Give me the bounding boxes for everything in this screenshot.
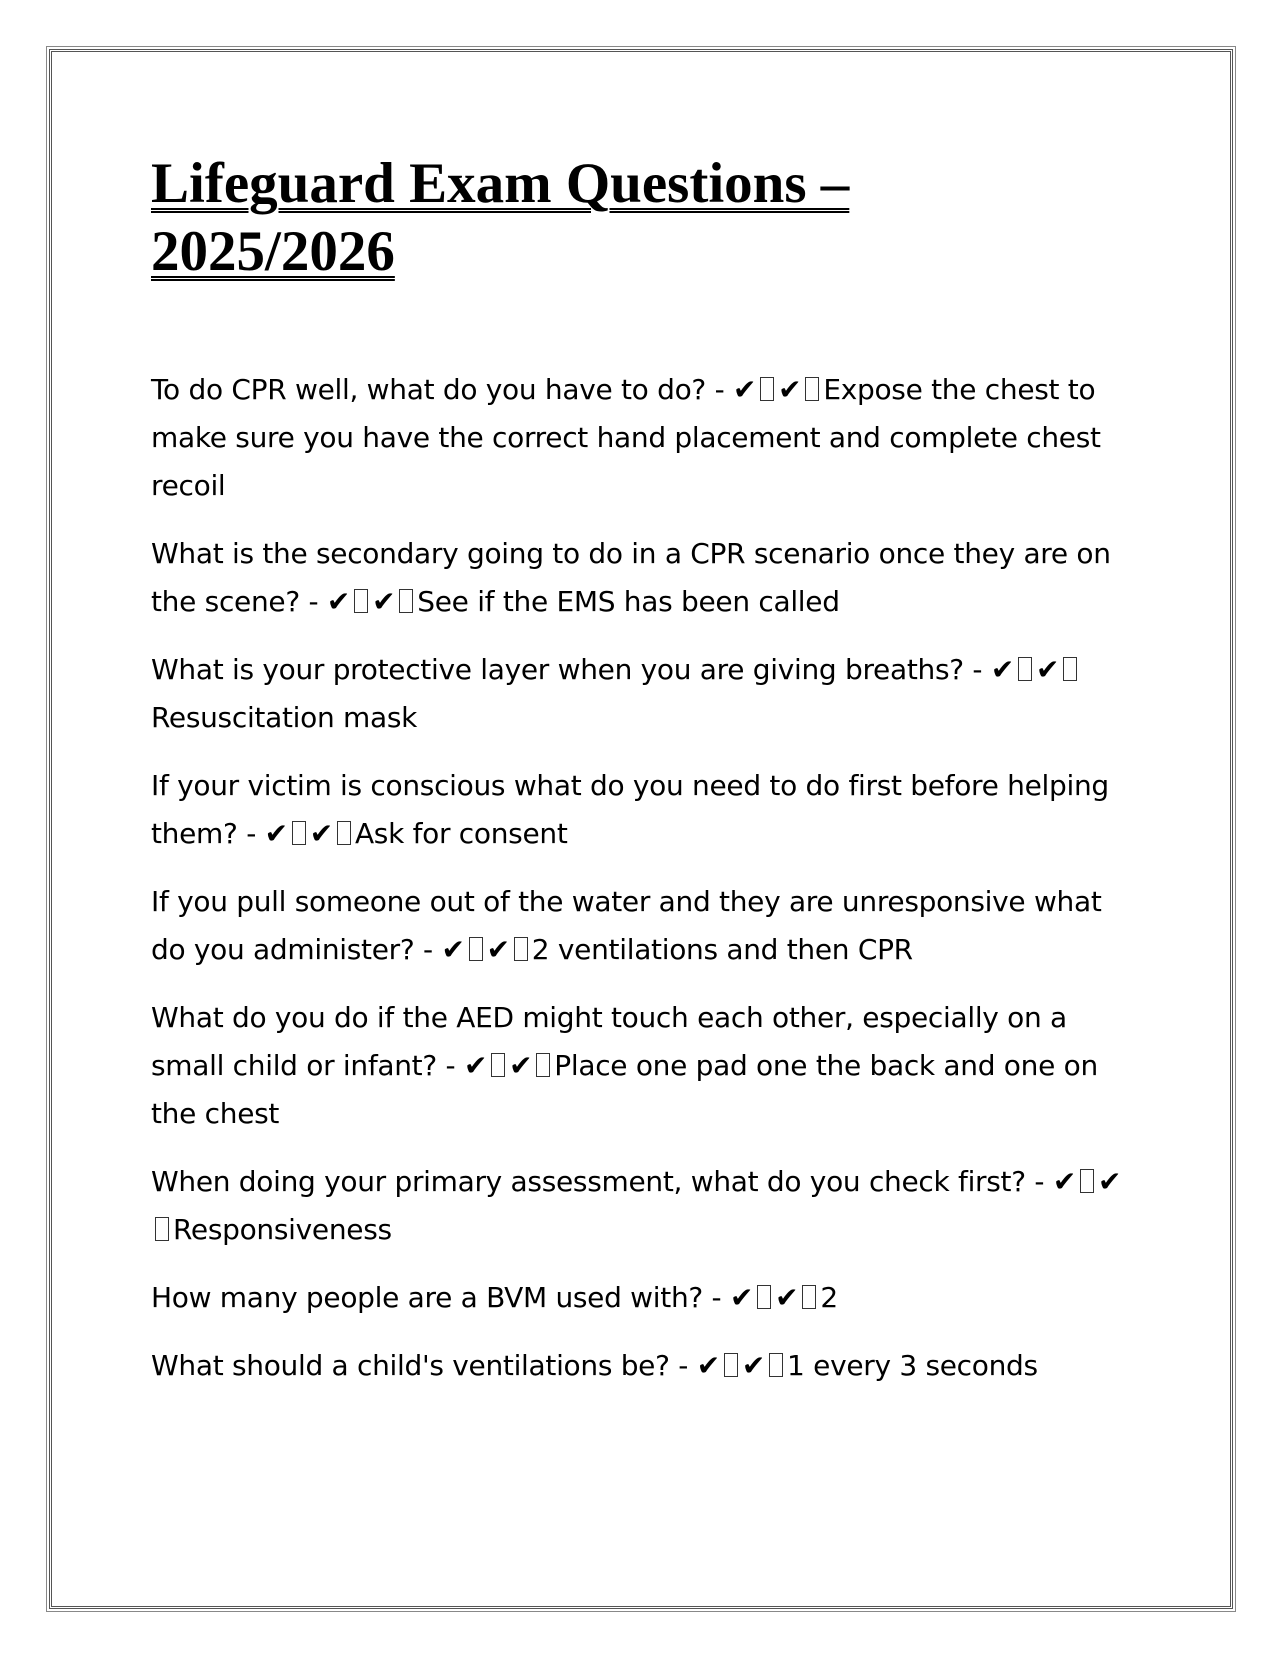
- check-mark-icon: ✔: [775, 1281, 799, 1314]
- missing-glyph-box-icon: [399, 589, 413, 613]
- answer-text: 2: [820, 1281, 838, 1314]
- check-mark-icon: ✔: [696, 1349, 720, 1382]
- missing-glyph-box-icon: [1080, 1169, 1094, 1193]
- document-content: [151, 150, 1141, 1410]
- check-mark-icon: ✔: [463, 1049, 488, 1082]
- check-mark-icon: ✔: [441, 933, 465, 966]
- answer-text: Expose the chest to make sure you have the correct hand placement and complete chest recoil: [151, 373, 1101, 502]
- missing-glyph-box-icon: [1018, 657, 1032, 681]
- question-item: [151, 994, 1141, 1138]
- check-mark-icon: ✔: [1035, 653, 1060, 686]
- check-mark-icon: ✔: [990, 653, 1014, 686]
- check-mark-icon: ✔: [729, 1281, 754, 1314]
- question-item: [151, 646, 1141, 742]
- question-text: If you pull someone out of the water and they are unresponsive what do you administer? -: [151, 885, 1102, 966]
- check-mark-icon: ✔: [309, 817, 333, 850]
- missing-glyph-box-icon: [514, 937, 528, 961]
- question-item: [151, 1274, 1141, 1322]
- question-item: [151, 762, 1141, 858]
- question-item: [151, 530, 1141, 626]
- missing-glyph-box-icon: [155, 1217, 169, 1241]
- missing-glyph-box-icon: [536, 1053, 550, 1077]
- question-item: [151, 878, 1141, 974]
- check-mark-icon: ✔: [1098, 1165, 1122, 1198]
- answer-text: Responsiveness: [173, 1213, 392, 1246]
- check-mark-icon: ✔: [264, 817, 288, 850]
- question-text: What is the secondary going to do in a CPR scenario once they are on the scene? -: [151, 537, 1111, 618]
- missing-glyph-box-icon: [760, 377, 774, 401]
- missing-glyph-box-icon: [491, 1053, 505, 1077]
- check-mark-icon: ✔: [509, 1049, 533, 1082]
- answer-text: See if the EMS has been called: [417, 585, 840, 618]
- question-item: [151, 1158, 1141, 1254]
- question-text: How many people are a BVM used with? -: [151, 1281, 722, 1314]
- missing-glyph-box-icon: [1063, 657, 1077, 681]
- page-title: [151, 150, 1141, 286]
- check-mark-icon: ✔: [778, 373, 802, 406]
- question-text: What is your protective layer when you are giving breaths? -: [151, 653, 983, 686]
- title-line-1: Lifeguard Exam Questions –: [151, 152, 850, 215]
- missing-glyph-box-icon: [802, 1285, 816, 1309]
- answer-text: Ask for consent: [354, 817, 568, 850]
- question-text: What do you do if the AED might touch each other, especially on a small child or infant? -: [151, 1001, 1067, 1082]
- answer-text: Place one pad one the back and one on the chest: [151, 1049, 1098, 1130]
- question-item: [151, 366, 1141, 510]
- missing-glyph-box-icon: [292, 821, 306, 845]
- check-mark-icon: ✔: [372, 585, 396, 618]
- check-mark-icon: ✔: [741, 1349, 766, 1382]
- check-mark-icon: ✔: [733, 373, 757, 406]
- missing-glyph-box-icon: [469, 937, 483, 961]
- missing-glyph-box-icon: [724, 1353, 738, 1377]
- question-item: [151, 1342, 1141, 1390]
- check-mark-icon: ✔: [1052, 1165, 1076, 1198]
- missing-glyph-box-icon: [769, 1353, 783, 1377]
- answer-text: 1 every 3 seconds: [787, 1349, 1038, 1382]
- check-mark-icon: ✔: [486, 933, 510, 966]
- question-text: If your victim is conscious what do you need to do first before helping them? -: [151, 769, 1109, 850]
- check-mark-icon: ✔: [326, 585, 351, 618]
- question-list: [151, 366, 1141, 1390]
- question-text: When doing your primary assessment, what do you check first? -: [151, 1165, 1045, 1198]
- answer-text: Resuscitation mask: [151, 701, 418, 734]
- title-line-2: 2025/2026: [151, 220, 395, 283]
- missing-glyph-box-icon: [354, 589, 368, 613]
- question-text: What should a child's ventilations be? -: [151, 1349, 689, 1382]
- missing-glyph-box-icon: [337, 821, 351, 845]
- missing-glyph-box-icon: [805, 377, 819, 401]
- question-text: To do CPR well, what do you have to do? -: [151, 373, 725, 406]
- answer-text: 2 ventilations and then CPR: [531, 933, 913, 966]
- missing-glyph-box-icon: [757, 1285, 771, 1309]
